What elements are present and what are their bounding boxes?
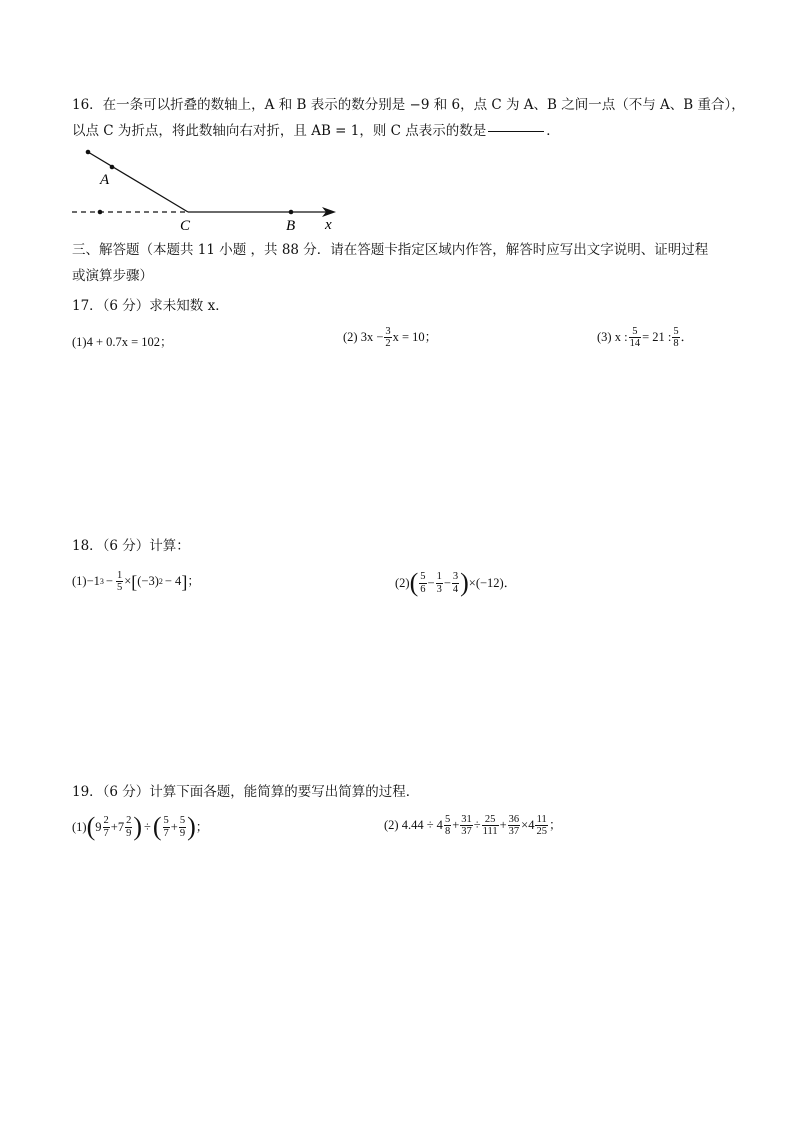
q18-p2-pre: (2) xyxy=(395,575,410,590)
denominator: 2 xyxy=(385,338,391,350)
q19-header: 19．（6 分）计算下面各题，能简算的要写出简算的过程． xyxy=(72,784,420,800)
section-3-line1: 三、解答题（本题共 11 小题 ，共 88 分．请在答题卡指定区域内作答，解答时应写出文字说明、证明过程 xyxy=(72,242,709,258)
paren-close: ) xyxy=(133,812,142,841)
divide-sign: ÷ xyxy=(473,818,481,833)
minus-sign: − xyxy=(105,574,113,589)
q17-p3-mid: = 21 : xyxy=(642,330,672,345)
fraction xyxy=(460,814,473,837)
q19-part1 xyxy=(72,814,208,840)
numerator: 3 xyxy=(385,326,391,337)
denominator: 37 xyxy=(508,826,520,838)
numerator: 3 xyxy=(452,571,459,583)
fraction xyxy=(508,814,521,837)
label-c: C xyxy=(180,218,191,234)
q16-line2-end: ． xyxy=(546,123,560,139)
dashed-point xyxy=(98,210,103,215)
q16-line2 xyxy=(72,125,560,139)
label-b: B xyxy=(286,218,296,234)
denominator: 14 xyxy=(629,338,641,350)
numerator: 1 xyxy=(116,570,123,581)
numerator: 5 xyxy=(420,571,426,583)
paren-open: ( xyxy=(152,812,162,841)
numerator: 5 xyxy=(179,815,186,827)
bracket-open: [ xyxy=(131,571,138,592)
denominator: 7 xyxy=(103,827,109,839)
q17-p3-post: ． xyxy=(680,330,694,345)
denominator: 4 xyxy=(452,583,459,595)
fraction xyxy=(125,815,132,838)
fraction xyxy=(629,326,642,349)
plus-sign: + xyxy=(499,818,507,833)
q19-p1-pre: (1) xyxy=(72,819,87,834)
q17-part3 xyxy=(597,326,693,349)
q18-p1-inner2: − 4 xyxy=(164,574,182,589)
numerator: 5 xyxy=(629,326,642,338)
q17-header: 17．（6 分）求未知数 x． xyxy=(72,298,229,314)
minus-sign: − xyxy=(427,575,435,590)
q17-p3-pre: (3) x : xyxy=(597,330,628,345)
plus-sign: + xyxy=(170,819,178,834)
minus-sign: − xyxy=(443,575,451,590)
q19-part2 xyxy=(384,814,562,837)
q18-p1-post: ； xyxy=(187,574,200,589)
fraction xyxy=(482,814,499,837)
denominator: 6 xyxy=(420,583,426,595)
fraction xyxy=(163,815,170,838)
folded-number-line-figure xyxy=(60,140,350,235)
label-a: A xyxy=(100,172,110,188)
denominator: 37 xyxy=(461,826,472,838)
section-3-line2: 或演算步骤） xyxy=(72,268,153,284)
point-a xyxy=(110,165,115,170)
denominator: 8 xyxy=(444,826,451,838)
q17-part2 xyxy=(343,326,437,349)
denominator: 9 xyxy=(126,827,132,839)
fraction xyxy=(384,326,391,349)
denominator: 7 xyxy=(163,827,169,839)
whole-number: 7 xyxy=(117,819,125,834)
q17-part1: (1)4 + 0.7x = 102； xyxy=(72,335,173,349)
q18-header: 18．（6 分）计算： xyxy=(72,538,190,554)
whole-number: 9 xyxy=(95,819,102,834)
plus-sign: + xyxy=(452,818,460,833)
q19-p2-post: ； xyxy=(548,818,562,833)
q16-line2-text: 以点 C 为折点，将此数轴向右对折，且 AB = 1，则 C 点表示的数是 xyxy=(72,123,487,139)
fraction xyxy=(103,815,110,838)
q18-p1-inner: (−3) xyxy=(137,574,159,589)
paren-open: ( xyxy=(86,812,96,841)
numerator: 31 xyxy=(461,814,472,825)
fraction xyxy=(419,571,426,594)
divide-sign: ÷ xyxy=(143,819,151,834)
fraction xyxy=(672,326,679,349)
point-b xyxy=(289,210,294,215)
fraction xyxy=(436,571,443,594)
q19-p2-pre: (2) 4.44 ÷ 4 xyxy=(384,818,443,833)
fraction xyxy=(452,571,459,594)
paren-open: ( xyxy=(409,568,419,597)
numerator: 11 xyxy=(536,814,547,825)
bracket-close: ] xyxy=(181,571,188,592)
denominator: 9 xyxy=(179,827,186,839)
denominator: 5 xyxy=(116,582,123,594)
q17-p2-post: x = 10； xyxy=(392,330,438,345)
numerator: 36 xyxy=(508,814,520,825)
label-x: x xyxy=(325,217,332,233)
fraction xyxy=(535,814,548,837)
denominator: 25 xyxy=(536,826,547,838)
numerator: 25 xyxy=(482,814,499,826)
paren-close: ) xyxy=(187,812,196,841)
denominator: 111 xyxy=(482,826,498,838)
whole-number: 4 xyxy=(528,818,535,833)
numerator: 5 xyxy=(673,326,679,337)
numerator: 2 xyxy=(103,815,109,827)
q18-part1 xyxy=(72,570,200,593)
denominator: 3 xyxy=(436,583,442,595)
paren-close: ) xyxy=(460,568,469,597)
fraction xyxy=(179,815,186,838)
fold-end-point xyxy=(86,150,91,155)
numerator: 2 xyxy=(126,815,132,827)
times-sign: × xyxy=(124,574,132,589)
q18-p2-post: ×(−12)． xyxy=(468,575,517,590)
numerator: 5 xyxy=(163,815,169,827)
numerator: 5 xyxy=(444,814,451,825)
answer-blank xyxy=(488,131,544,132)
q19-p1-post: ； xyxy=(195,819,209,834)
q16-line1: 16．在一条可以折叠的数轴上，A 和 B 表示的数分别是 −9 和 6，点 C 为 A、B 之间一点（不与 A、B 重合）， xyxy=(72,97,745,113)
numerator: 1 xyxy=(436,571,442,583)
fraction xyxy=(444,814,451,837)
plus-sign: + xyxy=(110,819,118,834)
q17-p2-pre: (2) 3x − xyxy=(343,330,384,345)
fraction xyxy=(116,570,123,593)
times-sign: × xyxy=(521,818,529,833)
q18-p1-pre: (1)−1 xyxy=(72,574,100,589)
exponent: 3 xyxy=(99,576,104,586)
exponent: 2 xyxy=(158,576,163,586)
denominator: 8 xyxy=(673,338,679,350)
q18-part2 xyxy=(395,570,516,596)
